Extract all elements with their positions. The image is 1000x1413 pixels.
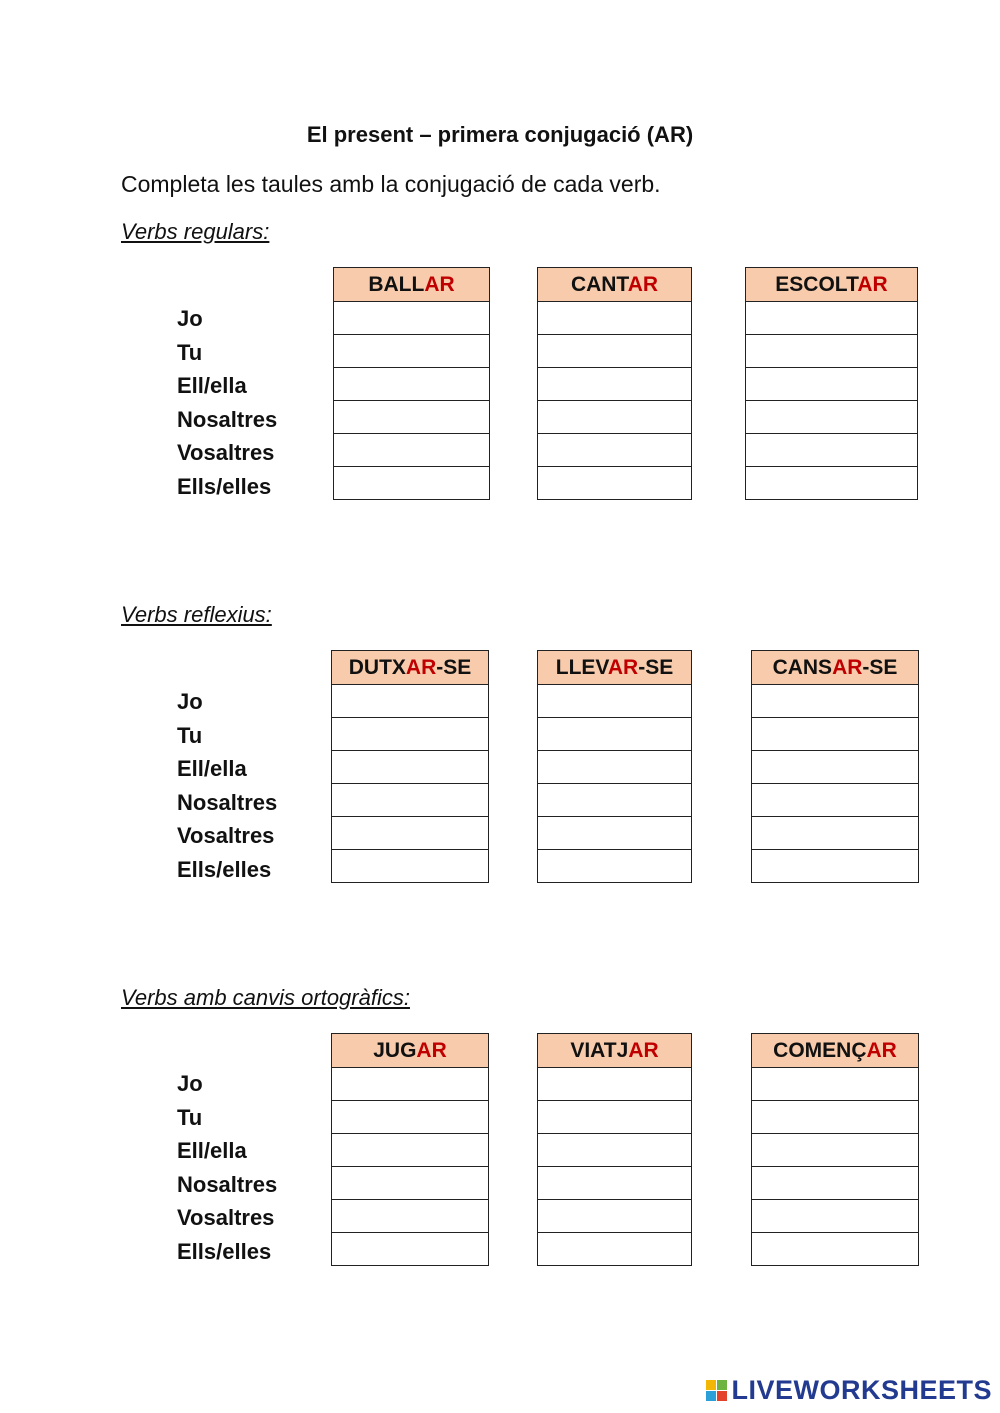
- answer-cell[interactable]: [752, 817, 919, 850]
- table-row: [752, 784, 919, 817]
- table-row: [752, 1068, 919, 1101]
- answer-cell[interactable]: [538, 751, 692, 784]
- answer-input[interactable]: [332, 685, 488, 717]
- verb-header: [538, 651, 692, 685]
- answer-input[interactable]: [752, 718, 918, 750]
- answer-input[interactable]: [538, 467, 691, 499]
- conjugation-table: [537, 650, 692, 883]
- answer-input[interactable]: [332, 1101, 488, 1133]
- verb-ending: AR: [405, 655, 437, 679]
- verb-ending: AR: [424, 272, 455, 296]
- answer-input[interactable]: [332, 1134, 488, 1166]
- pronoun-label: Ells/elles: [177, 856, 272, 882]
- answer-input[interactable]: [538, 1233, 691, 1265]
- table-row: [752, 718, 919, 751]
- table-row: [334, 467, 490, 500]
- table-row: [332, 1167, 489, 1200]
- answer-cell[interactable]: [752, 1233, 919, 1266]
- answer-cell[interactable]: [538, 434, 692, 467]
- answer-input[interactable]: [538, 751, 691, 783]
- answer-cell[interactable]: [334, 302, 490, 335]
- answer-input[interactable]: [752, 1134, 918, 1166]
- verb-ending: AR: [627, 272, 659, 296]
- pronoun-label: Tu: [177, 1104, 203, 1130]
- table-row: [538, 1200, 692, 1233]
- pronoun-label: Nosaltres: [177, 1171, 278, 1197]
- verb-header: [752, 1034, 919, 1068]
- conjugation-table: [537, 1033, 692, 1266]
- answer-cell[interactable]: [538, 1068, 692, 1101]
- table-row: [538, 467, 692, 500]
- table-row: [538, 1068, 692, 1101]
- answer-input[interactable]: [538, 685, 691, 717]
- answer-input[interactable]: [752, 685, 918, 717]
- table-row: [332, 685, 489, 718]
- pronoun-label: Nosaltres: [177, 789, 278, 815]
- pronoun-label: Vosaltres: [177, 1205, 275, 1231]
- answer-input[interactable]: [332, 817, 488, 849]
- answer-cell[interactable]: [538, 368, 692, 401]
- answer-input[interactable]: [538, 850, 691, 882]
- table-row: [538, 685, 692, 718]
- answer-input[interactable]: [334, 302, 489, 334]
- answer-cell[interactable]: [538, 817, 692, 850]
- answer-input[interactable]: [538, 335, 691, 367]
- conjugation-table: [537, 267, 692, 500]
- answer-cell[interactable]: [334, 335, 490, 368]
- answer-cell[interactable]: [332, 718, 489, 751]
- verb-header: [332, 651, 489, 685]
- table-row: [332, 1233, 489, 1266]
- table-row: [752, 850, 919, 883]
- answer-cell[interactable]: [538, 1167, 692, 1200]
- table-row: [538, 1167, 692, 1200]
- section-label-ortografics: Verbs amb canvis ortogràfics:: [121, 985, 410, 1010]
- answer-input[interactable]: [752, 1200, 918, 1232]
- verb-header: [334, 268, 490, 302]
- verb-header: [538, 268, 692, 302]
- table-row: [752, 1167, 919, 1200]
- answer-cell[interactable]: [332, 850, 489, 883]
- table-row: [538, 401, 692, 434]
- table-row: [332, 1101, 489, 1134]
- table-row: [746, 434, 918, 467]
- table-row: [334, 302, 490, 335]
- answer-cell[interactable]: [332, 1233, 489, 1266]
- instruction-text: Completa les taules amb la conjugació de cada verb.: [121, 171, 661, 197]
- logo-icon: [706, 1380, 727, 1401]
- liveworksheets-logo: [706, 1375, 992, 1406]
- verb-stem: LLEV: [555, 655, 608, 679]
- answer-input[interactable]: [332, 1167, 488, 1199]
- answer-input[interactable]: [332, 718, 488, 750]
- table-row: [538, 302, 692, 335]
- answer-input[interactable]: [538, 1167, 691, 1199]
- table-row: [746, 401, 918, 434]
- pronoun-label: Vosaltres: [177, 440, 275, 466]
- answer-cell[interactable]: [332, 1101, 489, 1134]
- answer-input[interactable]: [538, 368, 691, 400]
- verb-ending: AR: [866, 1038, 897, 1062]
- verb-ending: AR: [832, 655, 863, 679]
- verb-ending: AR: [628, 1038, 659, 1062]
- table-row: [332, 817, 489, 850]
- table-row: [752, 1134, 919, 1167]
- table-row: [538, 817, 692, 850]
- answer-cell[interactable]: [752, 1167, 919, 1200]
- answer-input[interactable]: [746, 467, 917, 499]
- pronoun-label: Jo: [177, 306, 203, 331]
- answer-cell[interactable]: [332, 1068, 489, 1101]
- pronoun-list: [177, 685, 277, 887]
- answer-cell[interactable]: [538, 784, 692, 817]
- answer-cell[interactable]: [746, 335, 918, 368]
- table-row: [332, 718, 489, 751]
- table-row: [538, 850, 692, 883]
- answer-input[interactable]: [746, 335, 917, 367]
- table-row: [332, 850, 489, 883]
- table-row: [752, 817, 919, 850]
- pronoun-label: Jo: [177, 689, 203, 714]
- section-label-reflexius: Verbs reflexius:: [121, 602, 272, 627]
- table-row: [334, 401, 490, 434]
- answer-input[interactable]: [334, 434, 489, 466]
- table-row: [746, 302, 918, 335]
- table-row: [538, 1134, 692, 1167]
- verb-header: [752, 651, 919, 685]
- answer-cell[interactable]: [332, 784, 489, 817]
- answer-input[interactable]: [538, 817, 691, 849]
- answer-input[interactable]: [752, 1068, 918, 1100]
- pronoun-label: Ell/ella: [177, 1138, 247, 1164]
- answer-input[interactable]: [746, 434, 917, 466]
- answer-cell[interactable]: [752, 685, 919, 718]
- verb-ending: AR: [857, 272, 888, 296]
- answer-input[interactable]: [332, 850, 488, 882]
- answer-cell[interactable]: [332, 1200, 489, 1233]
- logo-text: LIVEWORKSHEETS: [731, 1375, 992, 1405]
- table-row: [752, 1233, 919, 1266]
- answer-cell[interactable]: [538, 718, 692, 751]
- answer-input[interactable]: [752, 1101, 918, 1133]
- table-row: [332, 1068, 489, 1101]
- conjugation-table: [745, 267, 918, 500]
- verb-suffix: -SE: [638, 655, 674, 679]
- page-title: El present – primera conjugació (AR): [306, 122, 694, 147]
- pronoun-label: Tu: [177, 339, 203, 365]
- answer-input[interactable]: [334, 368, 489, 400]
- table-row: [538, 718, 692, 751]
- pronoun-label: Nosaltres: [177, 406, 278, 432]
- table-row: [538, 751, 692, 784]
- answer-cell[interactable]: [332, 751, 489, 784]
- answer-cell[interactable]: [334, 368, 490, 401]
- table-row: [538, 1233, 692, 1266]
- conjugation-table: [333, 267, 490, 500]
- answer-input[interactable]: [752, 850, 918, 882]
- verb-stem: CANS: [772, 655, 833, 679]
- table-row: [746, 335, 918, 368]
- table-row: [332, 1134, 489, 1167]
- answer-cell[interactable]: [746, 434, 918, 467]
- answer-cell[interactable]: [538, 401, 692, 434]
- answer-cell[interactable]: [538, 1200, 692, 1233]
- answer-cell[interactable]: [752, 718, 919, 751]
- answer-input[interactable]: [752, 784, 918, 816]
- answer-cell[interactable]: [332, 1167, 489, 1200]
- table-row: [752, 685, 919, 718]
- verb-header: [538, 1034, 692, 1068]
- pronoun-list: [177, 1067, 277, 1269]
- answer-cell[interactable]: [746, 368, 918, 401]
- answer-cell[interactable]: [752, 1068, 919, 1101]
- answer-cell[interactable]: [752, 850, 919, 883]
- answer-input[interactable]: [752, 751, 918, 783]
- table-row: [746, 467, 918, 500]
- table-row: [538, 784, 692, 817]
- answer-input[interactable]: [538, 718, 691, 750]
- conjugation-table: [751, 650, 919, 883]
- answer-cell[interactable]: [752, 1101, 919, 1134]
- table-row: [538, 1101, 692, 1134]
- answer-cell[interactable]: [538, 302, 692, 335]
- verb-stem: ESCOLT: [775, 272, 858, 296]
- answer-cell[interactable]: [332, 1134, 489, 1167]
- table-row: [538, 335, 692, 368]
- answer-cell[interactable]: [332, 685, 489, 718]
- answer-input[interactable]: [538, 784, 691, 816]
- answer-input[interactable]: [332, 751, 488, 783]
- answer-input[interactable]: [334, 467, 489, 499]
- verb-stem: VIATJ: [570, 1038, 629, 1062]
- conjugation-table: [751, 1033, 919, 1266]
- pronoun-label: Tu: [177, 722, 203, 748]
- answer-input[interactable]: [746, 401, 917, 433]
- answer-input[interactable]: [752, 1167, 918, 1199]
- answer-cell[interactable]: [746, 401, 918, 434]
- table-row: [332, 784, 489, 817]
- pronoun-label: Jo: [177, 1071, 203, 1096]
- table-row: [752, 751, 919, 784]
- answer-cell[interactable]: [752, 1134, 919, 1167]
- answer-cell[interactable]: [752, 751, 919, 784]
- answer-input[interactable]: [538, 1068, 691, 1100]
- answer-cell[interactable]: [538, 1101, 692, 1134]
- answer-input[interactable]: [538, 302, 691, 334]
- answer-cell[interactable]: [334, 401, 490, 434]
- answer-cell[interactable]: [334, 434, 490, 467]
- verb-stem: COMENÇ: [773, 1038, 867, 1062]
- answer-input[interactable]: [538, 1134, 691, 1166]
- answer-cell[interactable]: [538, 850, 692, 883]
- table-row: [334, 335, 490, 368]
- verb-header: [746, 268, 918, 302]
- pronoun-label: Vosaltres: [177, 823, 275, 849]
- answer-input[interactable]: [538, 1200, 691, 1232]
- table-row: [538, 368, 692, 401]
- pronoun-label: Ells/elles: [177, 473, 272, 499]
- answer-cell[interactable]: [538, 467, 692, 500]
- answer-input[interactable]: [538, 434, 691, 466]
- table-row: [752, 1200, 919, 1233]
- answer-input[interactable]: [332, 1233, 488, 1265]
- verb-header: [332, 1034, 489, 1068]
- answer-input[interactable]: [746, 368, 917, 400]
- verb-stem: JUG: [373, 1038, 417, 1062]
- answer-cell[interactable]: [538, 335, 692, 368]
- table-row: [334, 434, 490, 467]
- conjugation-table: [331, 1033, 489, 1266]
- answer-input[interactable]: [332, 1200, 488, 1232]
- verb-stem: BALL: [368, 272, 425, 296]
- verb-suffix: -SE: [862, 655, 898, 679]
- pronoun-label: Ells/elles: [177, 1238, 272, 1264]
- verb-stem: DUTX: [348, 655, 406, 679]
- pronoun-list: [177, 302, 277, 504]
- answer-cell[interactable]: [538, 1233, 692, 1266]
- answer-cell[interactable]: [752, 784, 919, 817]
- table-row: [746, 368, 918, 401]
- verb-ending: AR: [607, 655, 639, 679]
- answer-input[interactable]: [746, 302, 917, 334]
- answer-input[interactable]: [332, 784, 488, 816]
- answer-input[interactable]: [538, 401, 691, 433]
- table-row: [334, 368, 490, 401]
- table-row: [332, 1200, 489, 1233]
- pronoun-label: Ell/ella: [177, 373, 247, 399]
- answer-cell[interactable]: [538, 1134, 692, 1167]
- verb-suffix: -SE: [436, 655, 472, 679]
- answer-cell[interactable]: [746, 467, 918, 500]
- answer-input[interactable]: [334, 335, 489, 367]
- answer-input[interactable]: [752, 1233, 918, 1265]
- table-row: [752, 1101, 919, 1134]
- answer-cell[interactable]: [332, 817, 489, 850]
- answer-input[interactable]: [538, 1101, 691, 1133]
- table-row: [332, 751, 489, 784]
- section-label-regulars: Verbs regulars:: [121, 219, 270, 244]
- pronoun-label: Ell/ella: [177, 756, 247, 782]
- verb-stem: CANT: [570, 272, 628, 296]
- answer-cell[interactable]: [334, 467, 490, 500]
- answer-input[interactable]: [332, 1068, 488, 1100]
- answer-input[interactable]: [334, 401, 489, 433]
- answer-input[interactable]: [752, 817, 918, 849]
- conjugation-table: [331, 650, 489, 883]
- answer-cell[interactable]: [538, 685, 692, 718]
- answer-cell[interactable]: [752, 1200, 919, 1233]
- verb-ending: AR: [416, 1038, 447, 1062]
- table-row: [538, 434, 692, 467]
- answer-cell[interactable]: [746, 302, 918, 335]
